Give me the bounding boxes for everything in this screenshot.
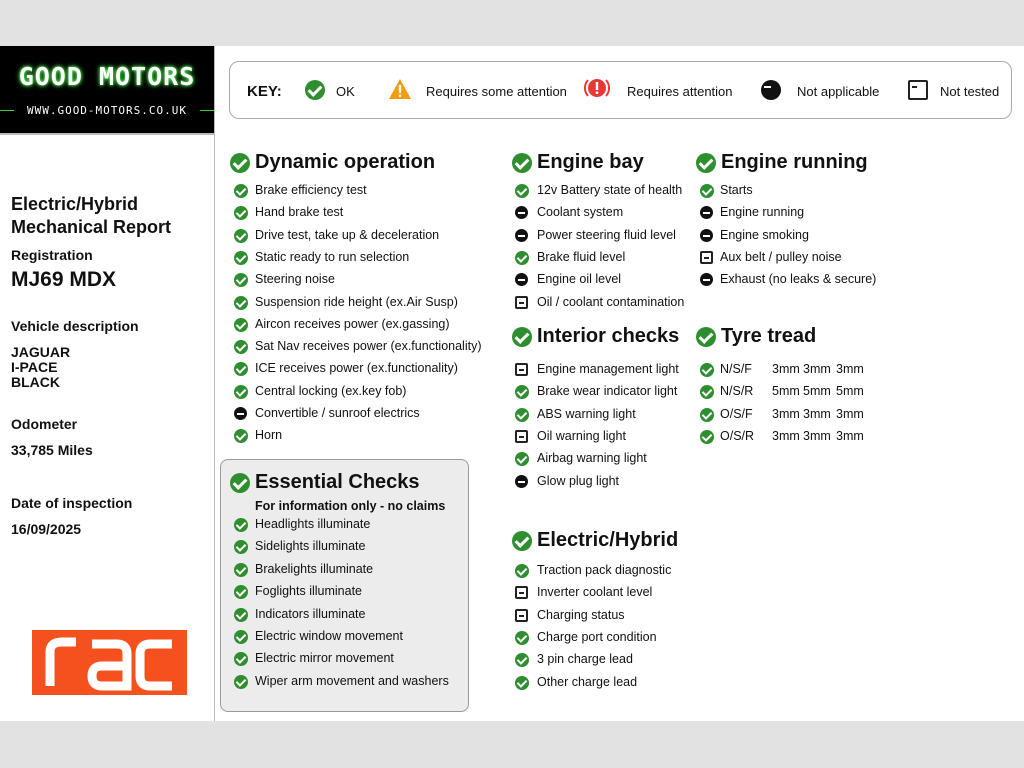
- check-item-label: Starts: [720, 183, 753, 197]
- check-item-label: Inverter coolant level: [537, 585, 653, 600]
- essential-checks-subtitle: For information only - no claims: [255, 499, 446, 513]
- tread-depth-value: 3mm: [836, 428, 864, 443]
- ok-icon: [515, 408, 529, 422]
- logo-url: WWW.GOOD-MOTORS.CO.UK: [26, 104, 188, 117]
- not-tested-icon: [515, 609, 528, 622]
- tread-depth-value: 3mm: [803, 362, 831, 376]
- not-applicable-icon: [700, 206, 713, 219]
- dynamic-heading-ok-icon: [230, 153, 250, 173]
- check-item-label: Engine management light: [537, 362, 679, 376]
- essential-heading: Essential Checks: [255, 471, 420, 493]
- engine-running-heading-ok-icon: [696, 153, 716, 173]
- ok-icon: [234, 296, 248, 310]
- ok-icon: [700, 184, 714, 198]
- ok-icon: [234, 318, 248, 332]
- vehicle-label: Vehicle description: [11, 318, 139, 334]
- logo-name: GOOD MOTORS: [18, 62, 196, 91]
- inspection-date-label: Date of inspection: [11, 495, 133, 511]
- ok-icon: [515, 653, 529, 667]
- not-tested-icon: [700, 251, 713, 264]
- ok-icon: [305, 80, 325, 100]
- check-item-label: Suspension ride height (ex.Air Susp): [255, 294, 458, 309]
- check-item-label: Engine running: [720, 205, 805, 220]
- check-item-label: Traction pack diagnostic: [537, 563, 672, 577]
- check-item-label: Foglights illuminate: [255, 584, 362, 599]
- check-item-label: Headlights illuminate: [255, 517, 371, 531]
- check-item-label: Power steering fluid level: [537, 227, 676, 242]
- key-attention-label: Requires attention: [627, 84, 733, 99]
- check-item-label: O/S/F: [720, 406, 753, 421]
- vehicle-colour: BLACK: [11, 374, 60, 390]
- check-item-label: Drive test, take up & deceleration: [255, 227, 440, 242]
- ok-icon: [515, 184, 529, 198]
- check-item-label: Sat Nav receives power (ex.functionality): [255, 339, 482, 354]
- check-item-label: Central locking (ex.key fob): [255, 383, 407, 398]
- check-item-label: Brake fluid level: [537, 249, 626, 264]
- ok-icon: [234, 362, 248, 376]
- ok-icon: [234, 273, 248, 287]
- not-applicable-icon: [761, 80, 781, 100]
- odometer-value: 33,785 Miles: [11, 442, 93, 458]
- key-na-label: Not applicable: [797, 84, 880, 99]
- tread-depth-value: 5mm: [772, 384, 800, 399]
- check-item-label: Glow plug light: [537, 473, 619, 488]
- not-tested-icon: [515, 586, 528, 599]
- check-item-label: Static ready to run selection: [255, 249, 410, 264]
- ok-icon: [515, 251, 529, 265]
- ok-icon: [700, 408, 714, 422]
- check-item-label: Hand brake test: [255, 205, 344, 220]
- rac-logo-mark: [32, 630, 187, 695]
- logo-rule-left: [0, 110, 14, 111]
- tread-depth-value: 5mm: [803, 384, 831, 399]
- engine-bay-heading: Engine bay: [537, 151, 644, 173]
- logo-divider: [0, 133, 214, 135]
- tread-depth-value: 3mm: [772, 428, 800, 443]
- check-item-label: ABS warning light: [537, 406, 636, 421]
- report-title-line-1: Electric/Hybrid: [11, 194, 139, 214]
- not-tested-icon: [515, 430, 528, 443]
- not-applicable-icon: [515, 229, 528, 242]
- not-applicable-icon: [515, 475, 528, 488]
- ok-icon: [234, 251, 248, 265]
- tread-depth-value: 3mm: [772, 362, 800, 376]
- check-item-label: Horn: [255, 428, 283, 443]
- ok-icon: [515, 676, 529, 690]
- tread-depth-value: 3mm: [772, 406, 800, 421]
- inspection-report-card: [0, 46, 1024, 721]
- ok-icon: [234, 429, 248, 443]
- vehicle-model: I-PACE: [11, 359, 58, 375]
- engine-bay-heading-ok-icon: [512, 153, 532, 173]
- check-item-label: Aux belt / pulley noise: [720, 249, 842, 264]
- check-item-label: Convertible / sunroof electrics: [255, 406, 420, 420]
- electric-heading: Electric/Hybrid: [537, 529, 679, 551]
- ok-icon: [515, 564, 529, 578]
- check-item-label: Wiper arm movement and washers: [255, 673, 449, 688]
- vehicle-make: JAGUAR: [11, 344, 71, 360]
- check-item-label: Charging status: [537, 607, 625, 622]
- engine-running-heading: Engine running: [721, 151, 868, 173]
- not-applicable-icon: [515, 273, 528, 286]
- key-ok-label: OK: [336, 84, 355, 99]
- key-not-tested-label: Not tested: [940, 84, 1000, 99]
- check-item-label: Charge port condition: [537, 629, 657, 644]
- check-item-label: Indicators illuminate: [255, 606, 366, 621]
- check-item-label: Electric window movement: [255, 629, 403, 643]
- check-item-label: Brakelights illuminate: [255, 561, 374, 576]
- tread-depth-value: 3mm: [836, 362, 864, 376]
- check-item-label: N/S/R: [720, 384, 754, 399]
- ok-icon: [515, 631, 529, 645]
- ok-icon: [234, 385, 248, 399]
- tread-depth-value: 3mm: [803, 428, 831, 443]
- ok-icon: [700, 385, 714, 399]
- status-key-panel: [229, 61, 1012, 119]
- check-item-label: Oil / coolant contamination: [537, 294, 685, 309]
- odometer-label: Odometer: [11, 416, 78, 432]
- check-item-label: Engine oil level: [537, 272, 622, 287]
- ok-icon: [700, 363, 714, 377]
- interior-heading-ok-icon: [512, 327, 532, 347]
- not-applicable-icon: [700, 273, 713, 286]
- not-tested-icon: [908, 80, 928, 100]
- rac-logo: [32, 630, 187, 695]
- tread-depth-value: 3mm: [803, 406, 831, 421]
- ok-icon: [234, 229, 248, 243]
- good-motors-logo: [0, 46, 214, 133]
- check-item-label: Aircon receives power (ex.gassing): [255, 316, 450, 331]
- ok-icon: [234, 518, 248, 532]
- essential-heading-ok-icon: [230, 473, 250, 493]
- ok-icon: [515, 385, 529, 399]
- sidebar-divider: [214, 46, 215, 721]
- check-item-label: O/S/R: [720, 428, 755, 443]
- check-item-label: Brake wear indicator light: [537, 384, 678, 399]
- ok-icon: [234, 184, 248, 198]
- registration-value: MJ69 MDX: [11, 268, 117, 291]
- interior-heading: Interior checks: [537, 325, 680, 347]
- check-item-label: 12v Battery state of health: [537, 183, 683, 197]
- warning-triangle-icon: [388, 78, 412, 105]
- check-item-label: Steering noise: [255, 272, 335, 287]
- tread-depth-value: 3mm: [836, 406, 864, 421]
- electric-heading-ok-icon: [512, 531, 532, 551]
- not-applicable-icon: [700, 229, 713, 242]
- alert-circle-icon: [583, 76, 611, 105]
- check-item-label: Airbag warning light: [537, 451, 647, 466]
- dynamic-heading: Dynamic operation: [255, 151, 436, 173]
- ok-icon: [234, 608, 248, 622]
- not-applicable-icon: [515, 206, 528, 219]
- ok-icon: [234, 340, 248, 354]
- check-item-label: Oil warning light: [537, 428, 626, 443]
- ok-icon: [234, 630, 248, 644]
- ok-icon: [700, 430, 714, 444]
- key-title: KEY:: [247, 83, 282, 100]
- not-tested-icon: [515, 363, 528, 376]
- check-item-label: Exhaust (no leaks & secure): [720, 272, 877, 287]
- report-title-line-2: Mechanical Report: [11, 217, 172, 237]
- check-item-label: N/S/F: [720, 362, 752, 376]
- ok-icon: [515, 452, 529, 466]
- not-tested-icon: [515, 296, 528, 309]
- check-item-label: Coolant system: [537, 205, 624, 220]
- check-item-label: Other charge lead: [537, 674, 638, 689]
- logo-rule-right: [200, 110, 214, 111]
- check-item-label: Engine smoking: [720, 227, 809, 242]
- check-item-label: Electric mirror movement: [255, 651, 394, 666]
- tread-depth-value: 5mm: [836, 384, 864, 399]
- tyre-heading-ok-icon: [696, 327, 716, 347]
- key-some-attention-label: Requires some attention: [426, 84, 567, 99]
- tyre-heading: Tyre tread: [721, 325, 817, 347]
- check-item-label: Sidelights illuminate: [255, 539, 366, 554]
- ok-icon: [234, 675, 248, 689]
- ok-icon: [234, 206, 248, 220]
- check-item-label: 3 pin charge lead: [537, 652, 633, 667]
- check-item-label: ICE receives power (ex.functionality): [255, 361, 458, 376]
- ok-icon: [234, 563, 248, 577]
- not-applicable-icon: [234, 407, 247, 420]
- check-item-label: Brake efficiency test: [255, 183, 367, 197]
- inspection-date-value: 16/09/2025: [11, 521, 82, 537]
- registration-label: Registration: [11, 247, 93, 263]
